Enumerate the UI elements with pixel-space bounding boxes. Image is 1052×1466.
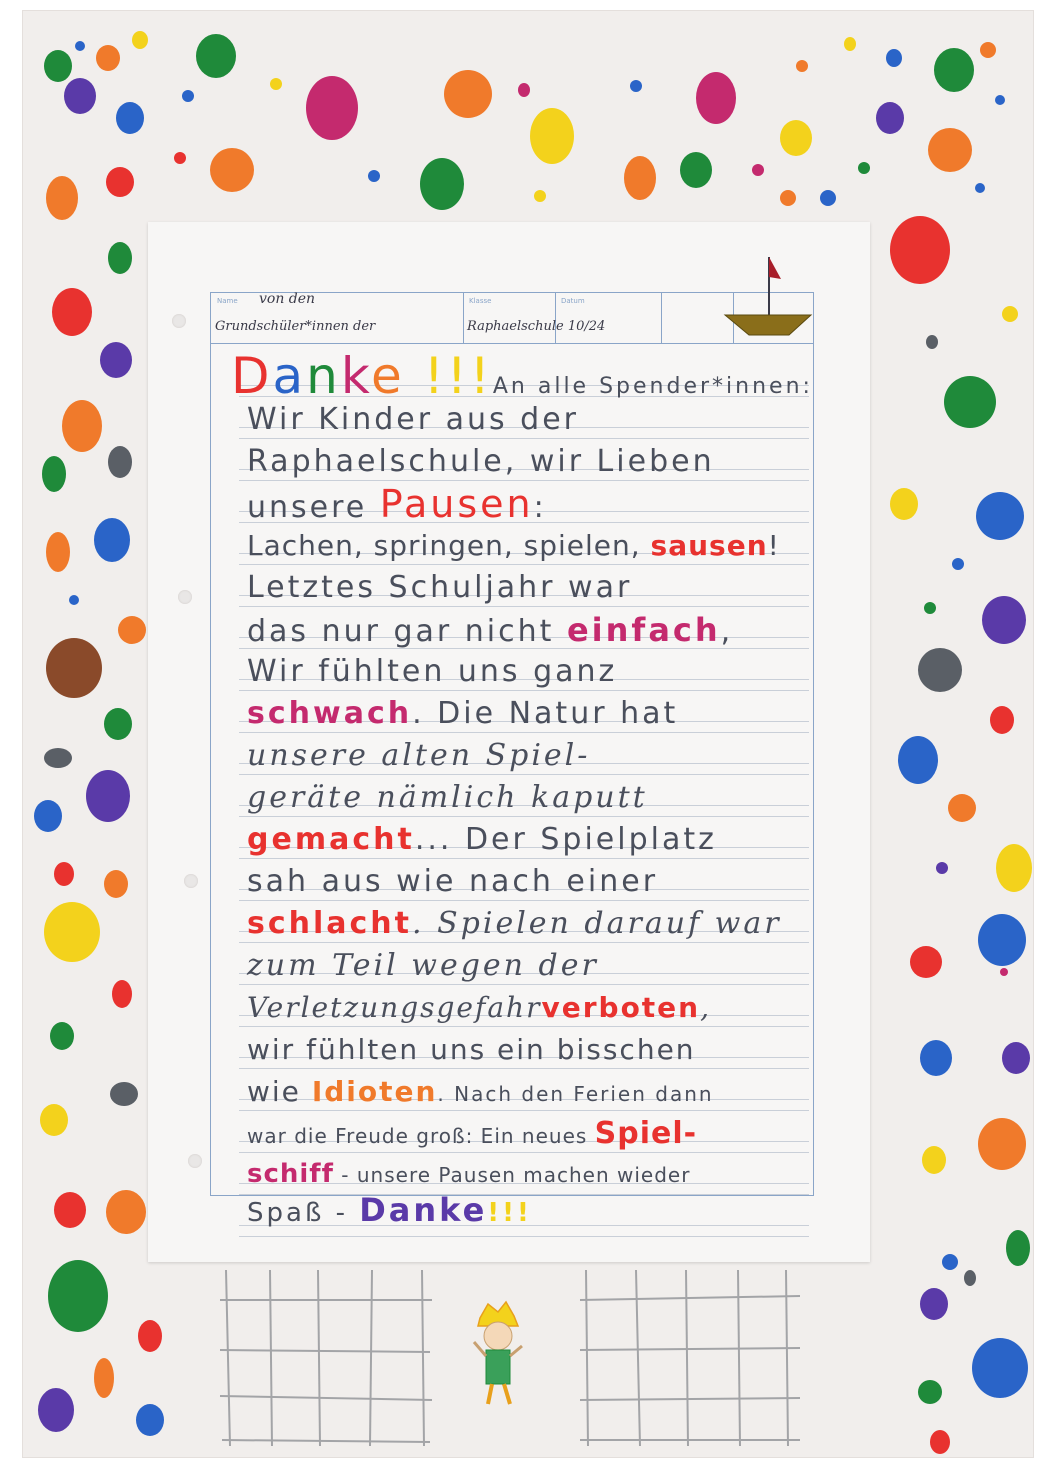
dot — [106, 167, 134, 197]
dot — [174, 152, 186, 164]
text: ! — [767, 529, 780, 562]
datum-cell — [555, 293, 662, 343]
dot — [920, 1288, 948, 1320]
dot — [1002, 306, 1018, 322]
highlight-schiff: schiff — [247, 1159, 334, 1189]
dot — [136, 1404, 164, 1436]
dot — [976, 492, 1024, 540]
dot — [928, 128, 972, 172]
dot — [52, 288, 92, 336]
dot — [630, 80, 642, 92]
dot — [48, 1260, 108, 1332]
dot — [196, 34, 236, 78]
dot — [534, 190, 546, 202]
dot — [75, 41, 85, 51]
dot — [96, 45, 120, 71]
dot — [116, 102, 144, 134]
letter-sheet — [148, 222, 870, 1262]
dot — [38, 1388, 74, 1432]
writing-form — [210, 291, 814, 1229]
highlight-verboten: verboten — [541, 991, 701, 1024]
highlight-einfach: einfach — [566, 611, 721, 649]
exclamation-marks: !!! — [423, 347, 493, 405]
letter-line-15: zum Teil wegen der — [247, 948, 599, 983]
dot — [752, 164, 764, 176]
dot — [844, 37, 856, 51]
text: - unsere Pausen machen wieder — [333, 1163, 691, 1187]
letter-line-21 — [247, 1191, 532, 1229]
dot — [876, 102, 904, 134]
dot — [112, 980, 132, 1008]
dot — [306, 76, 358, 140]
name-label: Name — [217, 297, 238, 305]
dot — [94, 518, 130, 562]
letter-line-11: geräte nämlich kaputt — [247, 780, 648, 815]
dot — [210, 148, 254, 192]
dot — [890, 216, 950, 284]
highlight-gemacht: gemacht — [247, 822, 415, 857]
dot — [1006, 1230, 1030, 1266]
klasse-label: Klasse — [469, 297, 492, 305]
text: war die Freude groß: Ein neues — [247, 1124, 588, 1148]
dot — [780, 190, 796, 206]
letter-line-13: sah aus wie nach einer — [247, 864, 659, 899]
dot — [270, 78, 282, 90]
dot — [930, 1430, 950, 1454]
greeting: An alle Spender*innen: — [492, 374, 813, 399]
ship-drawing — [723, 249, 813, 345]
letter-line-6: Letztes Schuljahr war — [247, 570, 633, 605]
dot — [934, 48, 974, 92]
text: : — [533, 490, 547, 525]
dot — [780, 120, 812, 156]
dot — [936, 862, 948, 874]
datum-label: Datum — [561, 297, 585, 305]
dot — [518, 83, 530, 97]
punch-hole — [184, 874, 198, 888]
text: , — [700, 991, 712, 1024]
dot — [696, 72, 736, 124]
dot — [110, 1082, 138, 1106]
letter-line-5 — [247, 527, 780, 565]
dot — [948, 794, 976, 822]
dot — [624, 156, 656, 200]
dot — [138, 1320, 162, 1352]
dot — [108, 242, 132, 274]
dot — [980, 42, 996, 58]
dot — [64, 78, 96, 114]
letter-line-10: unsere alten Spiel- — [247, 738, 591, 773]
name-cell — [211, 293, 464, 343]
dot — [34, 800, 62, 832]
dot — [796, 60, 808, 72]
dot — [918, 1380, 942, 1404]
highlight-pausen: Pausen — [379, 482, 534, 526]
dot — [995, 95, 1005, 105]
dot — [952, 558, 964, 570]
dot — [978, 914, 1026, 966]
dot — [918, 648, 962, 692]
text: . Nach den Ferien dann — [437, 1082, 714, 1106]
dot — [680, 152, 712, 188]
letter-line-9 — [247, 695, 678, 733]
dot — [40, 1104, 68, 1136]
text: das nur gar nicht — [247, 614, 555, 649]
danke-heading: Danke — [231, 347, 405, 405]
letter-line-3: Raphaelschule, wir Lieben — [247, 444, 715, 479]
klasse-cell — [463, 293, 556, 343]
dot — [944, 376, 996, 428]
dot — [54, 862, 74, 886]
school-name: Raphaelschule 10/24 — [467, 319, 606, 334]
letter-line-1 — [231, 347, 813, 405]
dot — [922, 1146, 946, 1174]
text: , — [720, 614, 734, 649]
text: Verletzungsgefahr — [247, 991, 542, 1024]
dot — [898, 736, 938, 784]
letter-line-12 — [247, 821, 717, 859]
text: unsere — [247, 490, 368, 525]
dot — [44, 902, 100, 962]
letter-line-19 — [247, 1115, 697, 1153]
dot — [42, 456, 66, 492]
dot — [964, 1270, 976, 1286]
dot — [1002, 1042, 1030, 1074]
dot — [182, 90, 194, 102]
dot — [118, 616, 146, 644]
dot — [104, 708, 132, 740]
letter-line-2: Wir Kinder aus der — [247, 402, 579, 437]
dot — [942, 1254, 958, 1270]
dot — [886, 49, 902, 67]
dot — [982, 596, 1026, 644]
highlight-sausen: sausen — [650, 529, 768, 562]
dot — [975, 183, 985, 193]
letter-line-4 — [247, 482, 547, 526]
letter-line-20 — [247, 1155, 690, 1193]
letter-line-16 — [247, 989, 711, 1027]
dot — [924, 602, 936, 614]
dot — [46, 176, 78, 220]
text: ... Der Spielplatz — [414, 822, 717, 857]
dot — [978, 1118, 1026, 1170]
dot — [94, 1358, 114, 1398]
highlight-spiel: Spiel- — [594, 1116, 698, 1151]
dot — [444, 70, 492, 118]
dot — [368, 170, 380, 182]
dot — [920, 1040, 952, 1076]
name-line-2: Grundschüler*innen der — [215, 319, 376, 334]
punch-hole — [172, 314, 186, 328]
letter-line-14 — [247, 905, 782, 943]
highlight-schwach: schwach — [247, 696, 413, 731]
letter-line-7 — [247, 611, 733, 649]
dot — [820, 190, 836, 206]
dot — [996, 844, 1032, 892]
text: wie — [247, 1075, 301, 1108]
dot — [858, 162, 870, 174]
letter-line-18 — [247, 1073, 714, 1111]
punch-hole — [178, 590, 192, 604]
letter-line-17: wir fühlten uns ein bisschen — [247, 1033, 696, 1066]
flag-icon — [769, 257, 781, 279]
dot — [86, 770, 130, 822]
dot — [44, 748, 72, 768]
highlight-schlacht: schlacht — [247, 906, 413, 941]
text: . Spielen darauf war — [412, 906, 782, 941]
dot — [44, 50, 72, 82]
dot — [46, 638, 102, 698]
closing-danke: Danke — [359, 1191, 488, 1229]
dot — [62, 400, 102, 452]
dot — [69, 595, 79, 605]
dot — [1000, 968, 1008, 976]
text: Lachen, springen, spielen, — [247, 529, 641, 562]
dot — [108, 446, 132, 478]
letter-line-8: Wir fühlten uns ganz — [247, 654, 618, 689]
dot — [420, 158, 464, 210]
dot — [926, 335, 938, 349]
highlight-idioten: Idioten — [311, 1075, 438, 1108]
punch-hole — [188, 1154, 202, 1168]
dot — [132, 31, 148, 49]
dot — [890, 488, 918, 520]
text: Spaß - — [247, 1198, 348, 1228]
dot — [104, 870, 128, 898]
closing-exclamation: !!! — [487, 1198, 532, 1228]
dot — [100, 342, 132, 378]
dot — [990, 706, 1014, 734]
dot — [530, 108, 574, 164]
dot — [910, 946, 942, 978]
dot — [106, 1190, 146, 1234]
dot — [50, 1022, 74, 1050]
text: . Die Natur hat — [412, 696, 679, 731]
name-line-1: von den — [259, 291, 316, 307]
dot — [972, 1338, 1028, 1398]
dot — [54, 1192, 86, 1228]
dot — [46, 532, 70, 572]
